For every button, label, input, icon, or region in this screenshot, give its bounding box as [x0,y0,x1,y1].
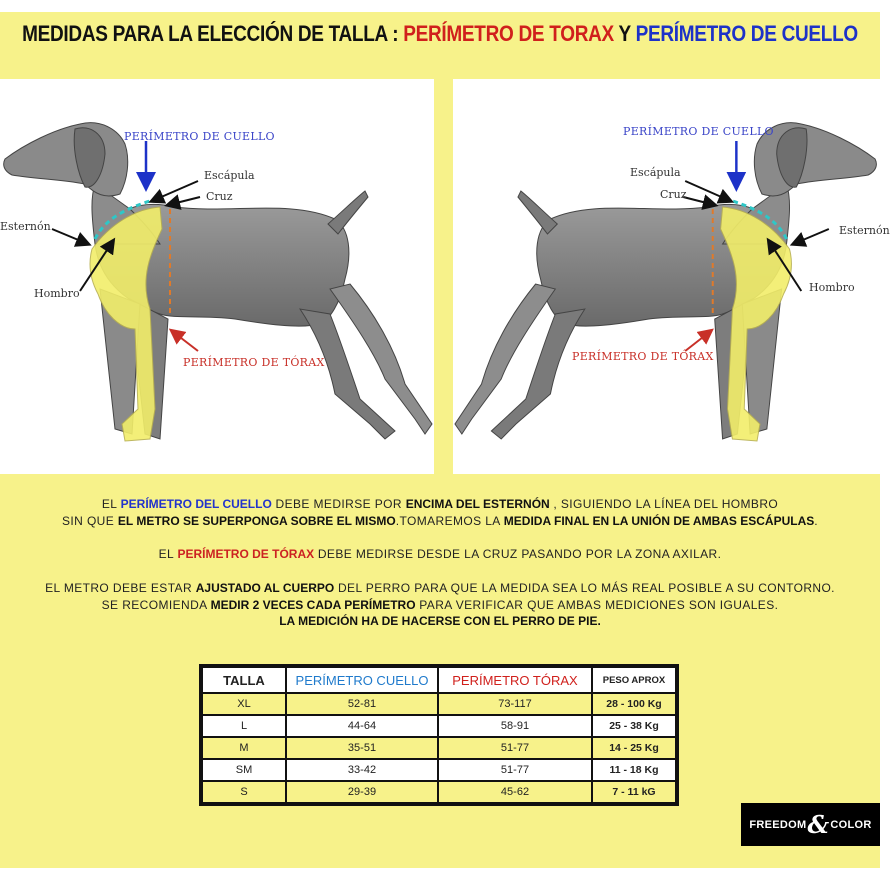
dog-illustration-right [453,79,880,474]
page-title [0,22,880,47]
instruction-fit-line-3 [0,614,880,628]
title-torax: PERÍMETRO DE TORAX [403,22,614,47]
neck-cell: 52-81 [286,693,438,715]
brand-logo [741,803,880,846]
text-segment: EL METRO DEBE ESTAR [45,581,196,595]
table-row [202,693,676,715]
withers-label-left: Cruz [206,190,233,203]
shoulder-label-right: Hombro [809,281,855,294]
chest-label-right: PERÍMETRO DE TÓRAX [572,350,714,363]
neck-label-left: PERÍMETRO DE CUELLO [124,130,275,143]
chest-label-left: PERÍMETRO DE TÓRAX [183,356,325,369]
chest-cell: 58-91 [438,715,592,737]
weight-cell: 7 - 11 kG [592,781,676,803]
size-cell: S [202,781,286,803]
weight-cell: 28 - 100 Kg [592,693,676,715]
title-prefix: MEDIDAS PARA LA ELECCIÓN DE TALLA : [22,22,404,47]
neck-cell: 33-42 [286,759,438,781]
header-chest: PERÍMETRO TÓRAX [438,667,592,693]
text-segment: , SIGUIENDO LA LÍNEA DEL HOMBRO [549,497,779,511]
chest-cell: 73-117 [438,693,592,715]
sternum-label-right: Esternón [839,224,890,237]
sternum-label-left: Esternón [0,220,51,233]
size-table [199,664,679,806]
text-segment: EL [101,497,121,511]
dog-diagram-right [453,79,890,474]
logo-ampersand: & [807,810,830,839]
text-segment: . [814,514,818,528]
chest-cell: 51-77 [438,737,592,759]
table-row [202,715,676,737]
neck-label-right: PERÍMETRO DE CUELLO [623,125,774,138]
chest-perimeter-term: PERÍMETRO DE TÓRAX [177,547,315,561]
instruction-neck-line-2 [0,514,880,528]
header-neck: PERÍMETRO CUELLO [286,667,438,693]
scapula-label-right: Escápula [630,166,681,179]
text-segment: SIN QUE [62,514,118,528]
withers-label-right: Cruz [660,188,687,201]
scapula-label-left: Escápula [204,169,255,182]
size-cell: M [202,737,286,759]
emphasis-text: AJUSTADO AL CUERPO [195,581,335,595]
weight-cell: 14 - 25 Kg [592,737,676,759]
table-row [202,781,676,803]
neck-cell: 44-64 [286,715,438,737]
text-segment: .TOMAREMOS LA [395,514,504,528]
neck-cell: 35-51 [286,737,438,759]
table-row [202,737,676,759]
size-cell: L [202,715,286,737]
neck-cell: 29-39 [286,781,438,803]
title-connector: Y [613,22,636,47]
shoulder-label-left: Hombro [34,287,80,300]
table-row [202,759,676,781]
emphasis-text: LA MEDICIÓN HA DE HACERSE CON EL PERRO DE PIE. [279,614,601,628]
size-cell: SM [202,759,286,781]
title-cuello: PERÍMETRO DE CUELLO [635,22,858,47]
logo-text-left: FREEDOM [749,818,807,831]
size-cell: XL [202,693,286,715]
table-header-row [202,667,676,693]
instruction-chest [0,547,880,561]
emphasis-text: MEDIDA FINAL EN LA UNIÓN DE AMBAS ESCÁPULAS [503,514,815,528]
text-segment: DEBE MEDIRSE DESDE LA CRUZ PASANDO POR LA ZONA AXILAR. [314,547,722,561]
logo-text-right: COLOR [830,818,872,831]
neck-perimeter-term: PERÍMETRO DEL CUELLO [120,497,272,511]
weight-cell: 11 - 18 Kg [592,759,676,781]
weight-cell: 25 - 38 Kg [592,715,676,737]
instruction-neck-line-1 [0,497,880,511]
header-weight: PESO APROX [592,667,676,693]
emphasis-text: EL METRO SE SUPERPONGA SOBRE EL MISMO [117,514,396,528]
text-segment: DEBE MEDIRSE POR [271,497,406,511]
dog-diagram-left [0,79,434,474]
chest-cell: 45-62 [438,781,592,803]
text-segment: SE RECOMIENDA [101,598,211,612]
text-segment: DEL PERRO PARA QUE LA MEDIDA SEA LO MÁS REAL POSIBLE A SU CONTORNO. [334,581,835,595]
instruction-fit-line-2 [0,598,880,612]
header-size: TALLA [202,667,286,693]
emphasis-text: MEDIR 2 VECES CADA PERÍMETRO [210,598,416,612]
text-segment: EL [158,547,178,561]
instruction-fit-line-1 [0,581,880,595]
chest-cell: 51-77 [438,759,592,781]
emphasis-text: ENCIMA DEL ESTERNÓN [405,497,550,511]
text-segment: PARA VERIFICAR QUE AMBAS MEDICIONES SON IGUALES. [415,598,779,612]
